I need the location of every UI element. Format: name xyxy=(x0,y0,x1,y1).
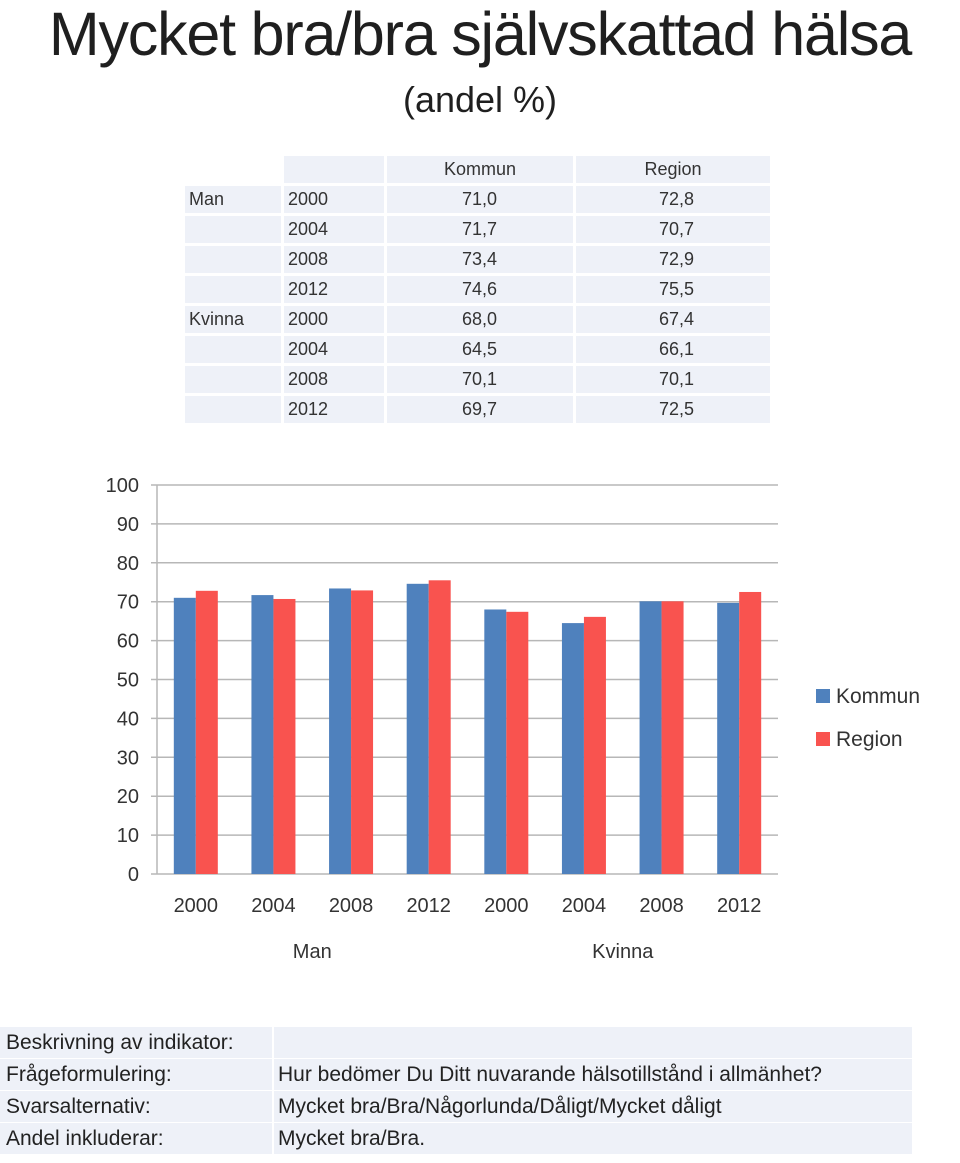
table-row xyxy=(185,366,770,393)
bar-kommun xyxy=(251,595,273,874)
x-tick-label: 2004 xyxy=(251,895,296,917)
bar-kommun xyxy=(640,601,662,874)
x-group-label: Man xyxy=(292,941,332,963)
bar-kommun xyxy=(407,584,429,874)
table-cell-year: 2008 xyxy=(284,246,384,273)
table-row xyxy=(185,216,770,243)
table-cell-kommun: 74,6 xyxy=(387,276,573,303)
table-row xyxy=(185,246,770,273)
y-tick-label: 90 xyxy=(116,513,139,536)
x-tick-label: 2004 xyxy=(561,895,607,917)
table-cell-year: 2004 xyxy=(284,216,384,243)
bar-kommun xyxy=(484,609,506,874)
legend-swatch-region xyxy=(816,732,830,746)
y-tick-label: 20 xyxy=(116,786,139,809)
y-tick-label: 50 xyxy=(116,669,139,692)
table-cell-kommun: 68,0 xyxy=(387,306,573,333)
bar-region xyxy=(351,590,373,874)
chart-subtitle: (andel %) xyxy=(402,79,558,120)
description-value: Mycket bra/Bra/Någorlunda/Dåligt/Mycket dåligt xyxy=(278,1095,722,1118)
table-cell-group xyxy=(185,336,281,363)
table-header-cell xyxy=(284,156,384,183)
table-cell-group: Kvinna xyxy=(185,306,281,333)
description-label: Frågeformulering: xyxy=(6,1063,172,1086)
table-header-kommun: Kommun xyxy=(387,156,573,183)
x-tick-label: 2012 xyxy=(716,895,762,917)
table-cell-group xyxy=(185,216,281,243)
x-tick-label: 2000 xyxy=(484,895,529,917)
table-header-row xyxy=(185,156,770,183)
description-label: Beskrivning av indikator: xyxy=(6,1031,234,1054)
y-tick-label: 80 xyxy=(116,552,139,575)
bar-kommun xyxy=(174,598,196,874)
y-tick-label: 60 xyxy=(116,630,139,653)
x-tick-label: 2008 xyxy=(328,895,374,917)
table-cell-year: 2004 xyxy=(284,336,384,363)
table-cell-year: 2008 xyxy=(284,366,384,393)
bar-region xyxy=(429,580,451,874)
table-cell-kommun: 71,7 xyxy=(387,216,573,243)
x-group-label: Kvinna xyxy=(592,941,654,963)
table-cell-group: Man xyxy=(185,186,281,213)
bar-region xyxy=(506,612,528,874)
y-tick-label: 30 xyxy=(116,747,139,770)
bar-region xyxy=(662,601,684,874)
table-row xyxy=(185,306,770,333)
chart-title: Mycket bra/bra självskattad hälsa xyxy=(48,0,912,68)
legend-swatch-kommun xyxy=(816,689,830,703)
bar-kommun xyxy=(329,588,351,874)
bar-region xyxy=(273,599,295,874)
table-cell-group xyxy=(185,276,281,303)
table-cell-kommun: 73,4 xyxy=(387,246,573,273)
x-tick-label: 2012 xyxy=(406,895,451,917)
legend-label-region: Region xyxy=(836,728,903,751)
table-cell-year: 2000 xyxy=(284,186,384,213)
chart-grid xyxy=(151,485,778,874)
table-cell-kommun: 64,5 xyxy=(387,336,573,363)
bar-kommun xyxy=(562,623,584,874)
table-cell-region: 75,5 xyxy=(576,276,770,303)
y-tick-label: 10 xyxy=(116,825,139,848)
table-cell-region: 70,7 xyxy=(576,216,770,243)
table-cell-group xyxy=(185,366,281,393)
data-table xyxy=(182,153,773,426)
description-label: Svarsalternativ: xyxy=(6,1095,151,1118)
table-cell-year: 2012 xyxy=(284,396,384,423)
legend-label-kommun: Kommun xyxy=(836,685,921,708)
bar-region xyxy=(584,617,606,874)
bar-region xyxy=(196,591,218,874)
y-tick-label: 40 xyxy=(116,708,139,731)
y-tick-label: 100 xyxy=(105,475,139,497)
table-cell-kommun: 69,7 xyxy=(387,396,573,423)
y-axis-ticks xyxy=(106,475,139,886)
y-tick-label: 0 xyxy=(127,864,139,886)
bar-kommun xyxy=(717,603,739,874)
table-cell-region: 67,4 xyxy=(576,306,770,333)
table-header-region: Region xyxy=(576,156,770,183)
table-cell-year: 2012 xyxy=(284,276,384,303)
table-cell-region: 72,5 xyxy=(576,396,770,423)
x-tick-label: 2000 xyxy=(173,895,219,917)
table-cell-kommun: 70,1 xyxy=(387,366,573,393)
description-label: Andel inkluderar: xyxy=(6,1127,164,1150)
y-tick-label: 70 xyxy=(116,591,139,614)
x-tick-label: 2008 xyxy=(639,895,684,917)
table-cell-region: 66,1 xyxy=(576,336,770,363)
x-axis-groups xyxy=(293,941,654,963)
table-cell-group xyxy=(185,246,281,273)
chart-legend xyxy=(816,685,920,751)
table-cell-group xyxy=(185,396,281,423)
table-row xyxy=(185,186,770,213)
table-cell-year: 2000 xyxy=(284,306,384,333)
description-value-cell xyxy=(274,1027,912,1058)
table-cell-region: 72,8 xyxy=(576,186,770,213)
table-row xyxy=(185,276,770,303)
x-axis-ticks xyxy=(174,895,762,917)
table-cell-kommun: 71,0 xyxy=(387,186,573,213)
table-cell-region: 70,1 xyxy=(576,366,770,393)
bar-region xyxy=(739,592,761,874)
bar-chart xyxy=(0,465,960,965)
description-value: Mycket bra/Bra. xyxy=(278,1127,426,1150)
table-row xyxy=(185,396,770,423)
chart-bars xyxy=(174,580,761,874)
table-header-cell xyxy=(185,156,281,183)
table-row xyxy=(185,336,770,363)
description-value: Hur bedömer Du Ditt nuvarande hälsotillstånd i allmänhet? xyxy=(278,1063,822,1086)
table-cell-region: 72,9 xyxy=(576,246,770,273)
